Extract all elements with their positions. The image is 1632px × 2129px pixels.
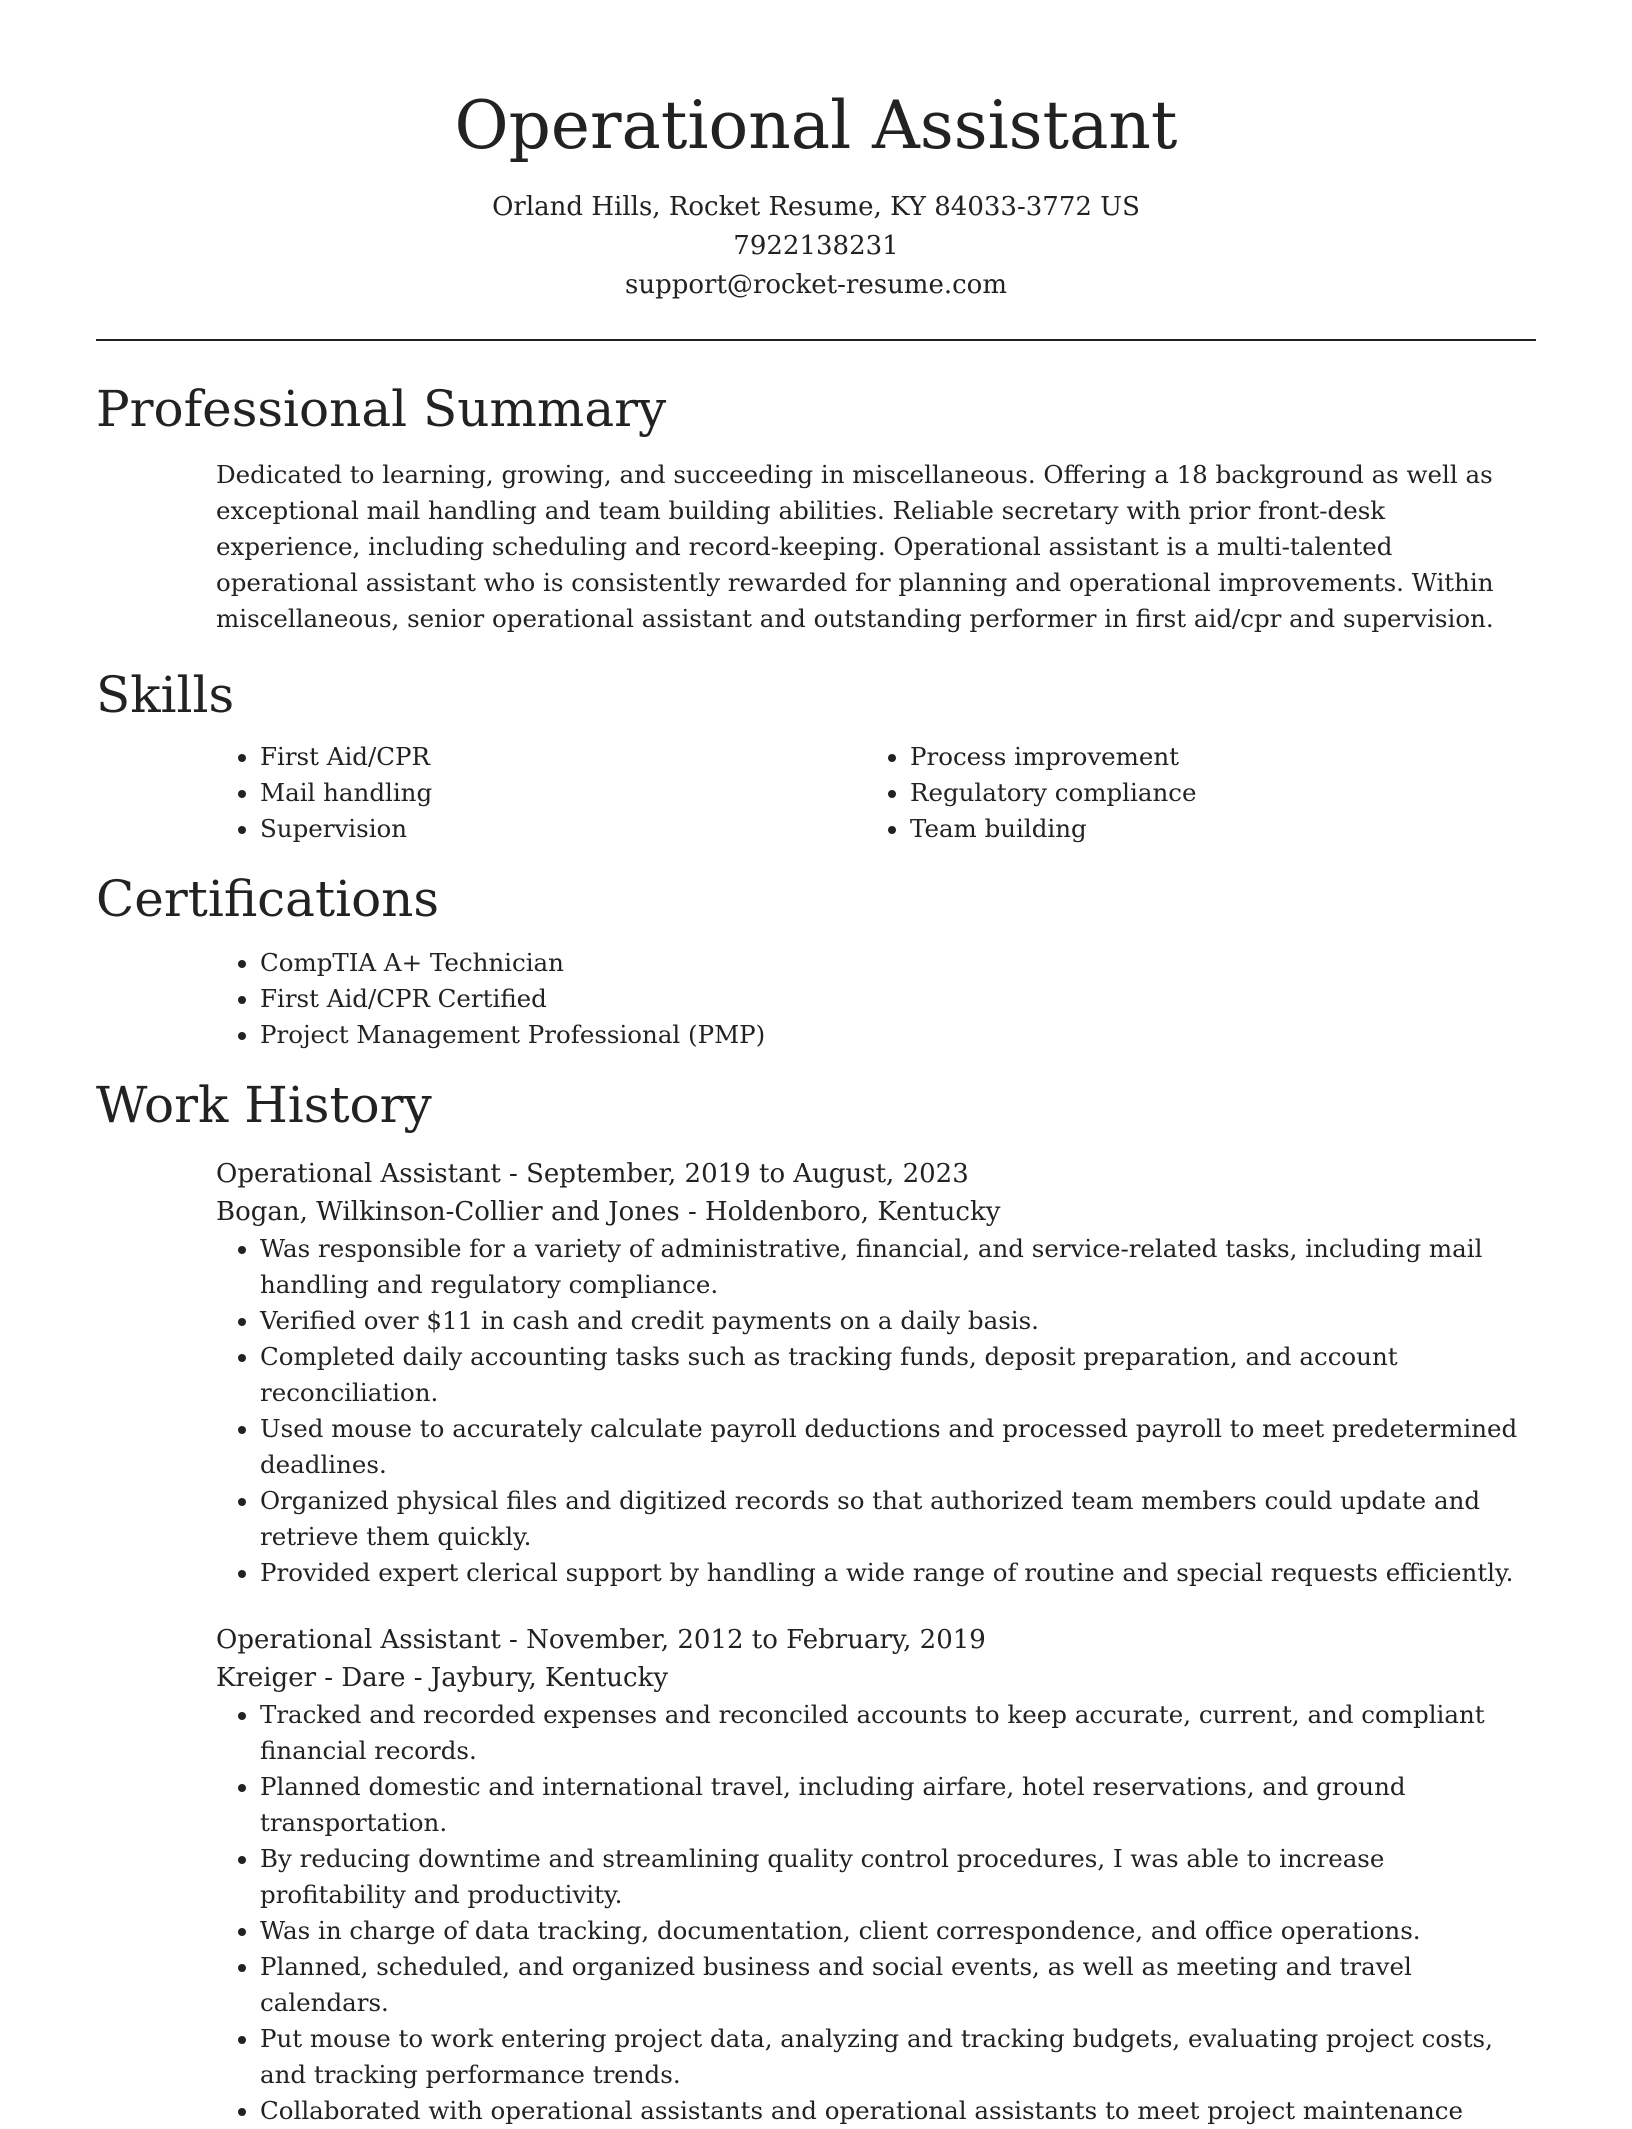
skills-column-right: [866, 739, 1516, 847]
skills-heading: Skills: [96, 666, 235, 724]
candidate-name: Operational Assistant: [454, 87, 1178, 164]
job-duty: • Collaborated with operational assistants and operational assistants to meet project maintenance: [260, 2093, 1536, 2129]
job-company-location: Bogan, Wilkinson-Collier and Jones - Holdenboro, Kentucky: [216, 1197, 1001, 1227]
job-title-dates: Operational Assistant - November, 2012 to February, 2019: [216, 1625, 986, 1655]
job-duty: • Planned, scheduled, and organized business and social events, as well as meeting and travel calendars.: [260, 1949, 1536, 2021]
job-duty: • By reducing downtime and streamlining quality control procedures, I was able to increase profitability and productivity.: [260, 1841, 1536, 1913]
skills-column-left: [216, 739, 866, 847]
resume-page: [96, 0, 1536, 2129]
certifications-list: [216, 945, 1536, 1053]
contact-phone: 7922138231: [733, 231, 899, 261]
certification-item: • First Aid/CPR Certified: [260, 981, 1536, 1017]
job-duties: [216, 1231, 1536, 1591]
job-duty: • Put mouse to work entering project data, analyzing and tracking budgets, evaluating project costs, and tracking performance trends.: [260, 2021, 1536, 2093]
job-duty: • Completed daily accounting tasks such as tracking funds, deposit preparation, and account reconciliation.: [260, 1339, 1536, 1411]
skill-item: • Process improvement: [910, 739, 1516, 775]
skill-item: • Team building: [910, 811, 1516, 847]
skills-list: [216, 739, 1536, 847]
job-duty: • Used mouse to accurately calculate payroll deductions and processed payroll to meet predetermined deadlines.: [260, 1411, 1536, 1483]
job-entry: [216, 1621, 1536, 2129]
contact-block: [96, 188, 1536, 305]
job-company-location: Kreiger - Dare - Jaybury, Kentucky: [216, 1663, 669, 1693]
skill-item: • Mail handling: [260, 775, 866, 811]
job-duty: • Tracked and recorded expenses and reconciled accounts to keep accurate, current, and compliant financial records.: [260, 1697, 1536, 1769]
contact-email: support@rocket-resume.com: [624, 270, 1007, 300]
resume-header: [96, 0, 1536, 305]
certifications-bullets: [216, 945, 1536, 1053]
job-title-dates: Operational Assistant - September, 2019 to August, 2023: [216, 1159, 969, 1189]
certifications-heading: Certifications: [96, 870, 440, 928]
header-divider: [96, 339, 1536, 341]
certification-item: • Project Management Professional (PMP): [260, 1017, 1536, 1053]
job-duty: • Planned domestic and international travel, including airfare, hotel reservations, and ground transportation.: [260, 1769, 1536, 1841]
job-entry: [216, 1155, 1536, 1591]
skill-item: • Supervision: [260, 811, 866, 847]
job-duty: • Verified over $11 in cash and credit payments on a daily basis.: [260, 1303, 1536, 1339]
job-duty: • Was responsible for a variety of administrative, financial, and service-related tasks, including mail handling and regulatory compliance.: [260, 1231, 1536, 1303]
work-history-heading: Work History: [96, 1076, 432, 1134]
skill-item: • Regulatory compliance: [910, 775, 1516, 811]
summary-text: Dedicated to learning, growing, and succeeding in miscellaneous. Offering a 18 background as well as exceptional mail handling and team building abilities. Reliable secretary with prior front-desk experience, including scheduling and record-keeping. Operational assistant is a multi-talented operational assistant who is consistently rewarded for planning and operational improvements. Within miscellaneous, senior operational assistant and outstanding performer in first aid/cpr and supervision.: [216, 460, 1494, 633]
job-duty: • Organized physical files and digitized records so that authorized team members could update and retrieve them quickly.: [260, 1483, 1536, 1555]
certification-item: • CompTIA A+ Technician: [260, 945, 1536, 981]
summary-heading: Professional Summary: [96, 380, 667, 438]
job-duty: • Provided expert clerical support by handling a wide range of routine and special requests efficiently.: [260, 1555, 1536, 1591]
skill-item: • First Aid/CPR: [260, 739, 866, 775]
job-duties: [216, 1697, 1536, 2129]
contact-address: Orland Hills, Rocket Resume, KY 84033-3772 US: [492, 192, 1140, 222]
job-duty: • Was in charge of data tracking, documentation, client correspondence, and office operations.: [260, 1913, 1536, 1949]
